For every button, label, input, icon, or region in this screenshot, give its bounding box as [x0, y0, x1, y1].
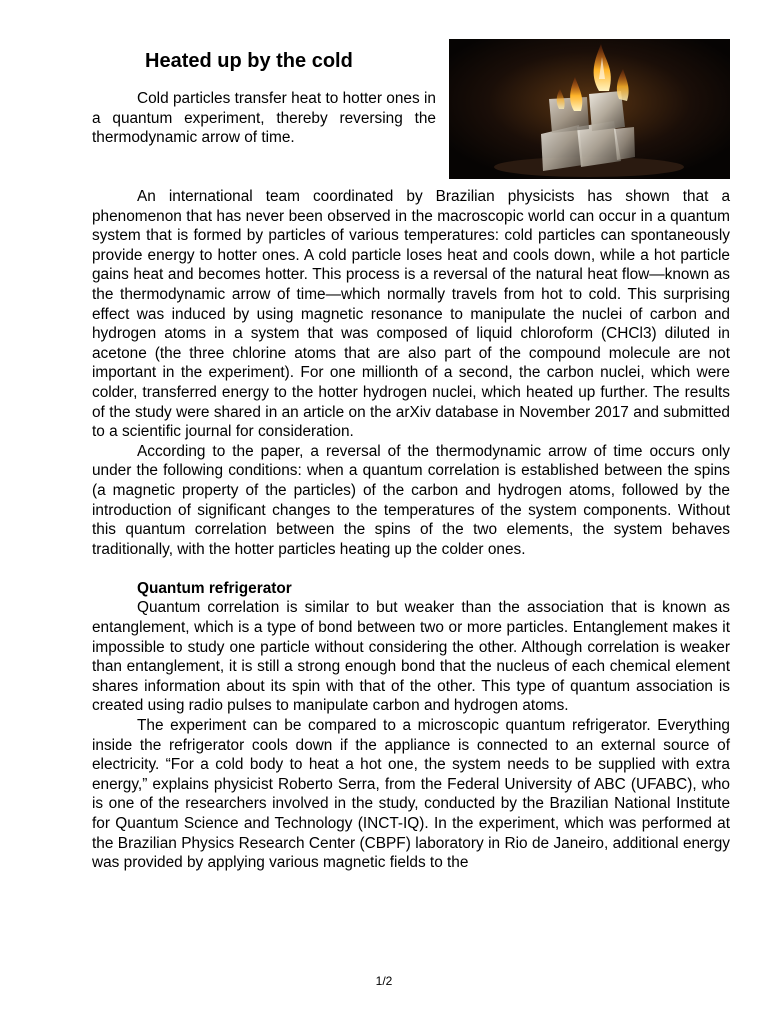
body-paragraph: The experiment can be compared to a microscopic quantum refrigerator. Everything inside the refrigerator cools down if the appliance is connected to an external source of electricity. “For a cold body to heat a hot one, the system needs to be supplied with extra energy,” explains physicist Roberto Serra, from the Federal University of ABC (UFABC), who is one of the researchers involved in the study, conducted by the Brazilian National Institute for Quantum Science and Technology (INCT-IQ). In the experiment, which was performed at the Brazilian Physics Research Center (CBPF) laboratory in Rio de Janeiro, additional energy was provided by applying various magnetic fields to the	[92, 717, 730, 872]
section-heading: Quantum refrigerator	[137, 579, 292, 597]
body-paragraph: An international team coordinated by Brazilian physicists has shown that a phenomenon that has never been observed in the macroscopic world can occur in a quantum system that is formed by particles of various temperatures: cold particles can spontaneously provide energy to hotter ones. A cold particle loses heat and cools down, while a hot particle gains heat and becomes hotter. This process is a reversal of the natural heat flow—known as the thermodynamic arrow of time—which normally travels from hot to cold. This surprising effect was induced by using magnetic resonance to manipulate the nuclei of carbon and hydrogen atoms in a system that was composed of liquid chloroform (CHCl3) diluted in acetone (the three chlorine atoms that are also part of the compound molecule are not important in the experiment). For one millionth of a second, the carbon nuclei, which were colder, transferred energy to the hotter hydrogen nuclei, which heated up further. The results of the study were shared in an article on the arXiv database in November 2017 and submitted to a scientific journal for consideration.	[92, 188, 730, 441]
article-intro: Cold particles transfer heat to hotter ones in a quantum experiment, thereby reversing the thermodynamic arrow of time.	[92, 90, 436, 147]
body-paragraph: According to the paper, a reversal of the thermodynamic arrow of time occurs only under the following conditions: when a quantum correlation is established between the spins (a magnetic property of the particles) of the carbon and hydrogen atoms, followed by the introduction of significant changes to the temperatures of the system components. Without this quantum correlation between the spins of the two elements, the system behaves traditionally, with the hotter particles heating up the colder ones.	[92, 442, 730, 558]
burning-ice-cubes-image	[449, 39, 730, 179]
body-paragraph: Quantum correlation is similar to but weaker than the association that is known as entanglement, which is a type of bond between two or more particles. Entanglement makes it impossible to study one particle without considering the other. Although correlation is weaker than entanglement, it is still a strong enough bond that the nucleus of each chemical element shares information about its spin with that of the other. This type of quantum association is created using radio pulses to manipulate carbon and hydrogen atoms.	[92, 599, 730, 715]
paragraph-spacer	[92, 559, 730, 579]
page-number: 1/2	[375, 974, 393, 988]
article-body	[92, 187, 730, 873]
article-title: Heated up by the cold	[145, 50, 353, 72]
ice-fire-illustration	[449, 39, 730, 179]
